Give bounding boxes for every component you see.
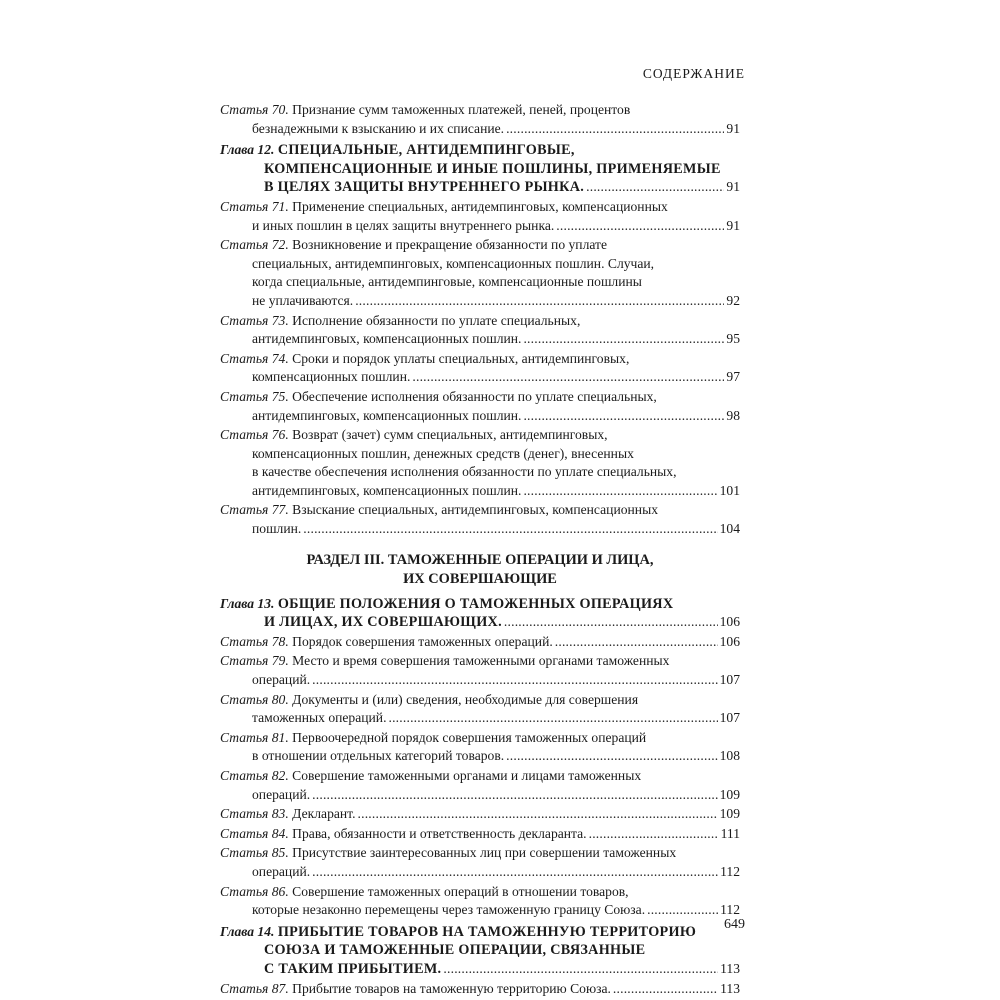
entry-title-text: Возврат (зачет) сумм специальных, антидемпинговых, <box>292 427 608 443</box>
entry-title-text: операций. <box>252 786 311 802</box>
dot-leader <box>443 960 718 979</box>
entry-page-number: 109 <box>719 786 740 802</box>
toc-line <box>220 941 740 960</box>
entry-title-text: не уплачиваются. <box>252 292 354 308</box>
entry-page-number: 113 <box>720 960 740 976</box>
toc-article-entry <box>220 501 740 538</box>
chapter-label: Глава 12. <box>220 142 275 158</box>
dot-leader <box>355 292 724 311</box>
entry-page-number: 95 <box>726 331 740 347</box>
toc-line <box>220 368 740 387</box>
entry-title-text: В ЦЕЛЯХ ЗАЩИТЫ ВНУТРЕННЕГО РЫНКА. <box>264 179 585 196</box>
entry-title-text: антидемпинговых, компенсационных пошлин. <box>252 331 522 347</box>
toc-line <box>220 844 740 863</box>
toc-line <box>220 863 740 882</box>
toc-line <box>220 805 740 824</box>
toc-line <box>220 101 740 120</box>
dot-leader <box>556 217 724 236</box>
entry-page-number: 106 <box>719 614 740 630</box>
entry-page-number: 108 <box>719 748 740 764</box>
dot-leader <box>312 786 717 805</box>
dot-leader <box>523 482 717 501</box>
toc-line <box>220 691 740 710</box>
entry-title-text: СОЮЗА И ТАМОЖЕННЫЕ ОПЕРАЦИИ, СВЯЗАННЫЕ <box>264 942 646 959</box>
chapter-label: Глава 13. <box>220 595 275 611</box>
toc-line <box>220 445 740 464</box>
entry-page-number: 91 <box>726 217 740 233</box>
toc-line <box>220 901 740 920</box>
dot-leader <box>312 863 718 882</box>
entry-title-text: Права, обязанности и ответственность декларанта. <box>292 825 587 841</box>
toc-article-entry <box>220 350 740 387</box>
article-label: Статья 74. <box>220 350 289 366</box>
toc-article-entry <box>220 198 740 235</box>
toc-line <box>220 160 740 179</box>
entry-title-text: компенсационных пошлин. <box>252 369 411 385</box>
toc-line <box>220 407 740 426</box>
toc-line <box>220 255 740 274</box>
article-label: Статья 85. <box>220 845 289 861</box>
entry-title-text: Исполнение обязанности по уплате специальных, <box>292 312 581 328</box>
entry-title-text: компенсационных пошлин, денежных средств (денег), внесенных <box>252 445 634 461</box>
entry-title-text: Признание сумм таможенных платежей, пеней, процентов <box>292 102 631 117</box>
dot-leader <box>506 120 724 139</box>
dot-leader <box>412 368 724 387</box>
entry-title-text: в отношении отдельных категорий товаров. <box>252 748 505 764</box>
entry-title-text: ПРИБЫТИЕ ТОВАРОВ НА ТАМОЖЕННУЮ ТЕРРИТОРИЮ <box>277 923 697 940</box>
entry-page-number: 112 <box>720 902 740 918</box>
section-heading-line-2: ИХ СОВЕРШАЮЩИЕ <box>403 570 557 587</box>
page-number: 649 <box>724 917 745 932</box>
entry-page-number: 113 <box>720 980 740 996</box>
toc-article-entry <box>220 312 740 349</box>
toc-block-1 <box>220 101 740 539</box>
entry-title-text: пошлин. <box>252 521 302 537</box>
entry-page-number: 112 <box>720 863 740 879</box>
toc-article-entry <box>220 767 740 804</box>
toc-line <box>220 671 740 690</box>
entry-title-text: специальных, антидемпинговых, компенсационных пошлин. Случаи, <box>252 255 655 271</box>
article-label: Статья 72. <box>220 237 289 253</box>
article-label: Статья 76. <box>220 427 289 443</box>
entry-title-text: таможенных операций. <box>252 710 387 726</box>
toc-line <box>220 388 740 407</box>
entry-title-text: антидемпинговых, компенсационных пошлин. <box>252 407 522 423</box>
dot-leader <box>358 805 718 824</box>
toc-line <box>220 236 740 255</box>
dot-leader <box>586 178 724 197</box>
toc-article-entry <box>220 844 740 881</box>
dot-leader <box>523 407 724 426</box>
entry-page-number: 98 <box>726 407 740 423</box>
toc-line <box>220 613 740 632</box>
toc-line <box>220 595 740 614</box>
entry-title-text: Присутствие заинтересованных лиц при совершении таможенных <box>292 845 677 861</box>
toc-line <box>220 273 740 292</box>
dot-leader <box>589 825 719 844</box>
article-label: Статья 84. <box>220 825 289 841</box>
entry-page-number: 107 <box>719 672 740 688</box>
entry-title-text: И ЛИЦАХ, ИХ СОВЕРШАЮЩИХ. <box>264 614 502 631</box>
toc-line <box>220 729 740 748</box>
toc-line <box>220 709 740 728</box>
chapter-label: Глава 14. <box>220 923 275 939</box>
entry-title-text: Обеспечение исполнения обязанности по уплате специальных, <box>292 388 657 404</box>
entry-title-text: и иных пошлин в целях защиты внутреннего рынка. <box>252 217 555 233</box>
entry-title-text: безнадежными к взысканию и их списание. <box>252 120 505 136</box>
toc-line <box>220 312 740 331</box>
entry-page-number: 91 <box>726 120 740 136</box>
toc-line <box>220 980 740 999</box>
dot-leader <box>388 709 717 728</box>
toc-block-2 <box>220 595 740 998</box>
article-label: Статья 75. <box>220 388 289 404</box>
toc-article-entry <box>220 652 740 689</box>
entry-title-text: операций. <box>252 863 311 879</box>
dot-leader <box>312 671 717 690</box>
toc-line <box>220 825 740 844</box>
toc-line <box>220 652 740 671</box>
entry-page-number: 104 <box>719 521 740 537</box>
toc-line <box>220 463 740 482</box>
dot-leader <box>303 520 717 539</box>
entry-page-number: 107 <box>719 710 740 726</box>
toc-line <box>220 883 740 902</box>
toc-article-entry <box>220 691 740 728</box>
toc-line <box>220 120 740 139</box>
article-label: Статья 70. <box>220 102 289 117</box>
entry-page-number: 91 <box>726 179 740 195</box>
entry-title-text: которые незаконно перемещены через таможенную границу Союза. <box>252 902 646 918</box>
article-label: Статья 77. <box>220 502 289 518</box>
running-head: СОДЕРЖАНИЕ <box>642 66 745 81</box>
toc-line <box>220 198 740 217</box>
article-label: Статья 80. <box>220 691 289 707</box>
section-heading-line-1: РАЗДЕЛ III. ТАМОЖЕННЫЕ ОПЕРАЦИИ И ЛИЦА, <box>306 551 654 568</box>
article-label: Статья 83. <box>220 806 289 822</box>
article-label: Статья 73. <box>220 312 289 328</box>
article-label: Статья 71. <box>220 198 289 214</box>
dot-leader <box>647 901 718 920</box>
entry-title-text: Место и время совершения таможенными органами таможенных <box>292 653 670 669</box>
entry-page-number: 109 <box>719 806 740 822</box>
article-label: Статья 78. <box>220 633 289 649</box>
article-label: Статья 81. <box>220 729 289 745</box>
toc-line <box>220 633 740 652</box>
entry-page-number: 92 <box>726 292 740 308</box>
entry-title-text: СПЕЦИАЛЬНЫЕ, АНТИДЕМПИНГОВЫЕ, <box>277 142 575 159</box>
toc-chapter-entry <box>220 141 740 197</box>
dot-leader <box>523 330 724 349</box>
toc-line <box>220 960 740 979</box>
entry-title-text: ОБЩИЕ ПОЛОЖЕНИЯ О ТАМОЖЕННЫХ ОПЕРАЦИЯХ <box>277 595 674 612</box>
toc-line <box>220 520 740 539</box>
toc-line <box>220 501 740 520</box>
toc-line <box>220 350 740 369</box>
toc-article-entry <box>220 426 740 500</box>
toc-article-entry <box>220 236 740 310</box>
article-label: Статья 82. <box>220 768 289 783</box>
article-label: Статья 86. <box>220 883 289 899</box>
dot-leader <box>504 613 718 632</box>
entry-title-text: КОМПЕНСАЦИОННЫЕ И ИНЫЕ ПОШЛИНЫ, ПРИМЕНЯЕМЫЕ <box>264 160 721 177</box>
toc-line <box>220 923 740 942</box>
entry-title-text: антидемпинговых, компенсационных пошлин. <box>252 482 522 498</box>
toc-article-entry <box>220 729 740 766</box>
dot-leader <box>506 747 717 766</box>
entry-page-number: 101 <box>719 482 740 498</box>
entry-title-text: в качестве обеспечения исполнения обязанности по уплате специальных, <box>252 464 677 480</box>
toc-article-entry <box>220 101 740 138</box>
toc-article-entry <box>220 980 740 999</box>
toc-article-entry <box>220 805 740 824</box>
article-label: Статья 79. <box>220 653 289 669</box>
toc-line <box>220 141 740 160</box>
toc-line <box>220 767 740 786</box>
toc-article-entry <box>220 883 740 920</box>
entry-title-text: Порядок совершения таможенных операций. <box>292 633 553 649</box>
toc-line <box>220 292 740 311</box>
toc-line <box>220 426 740 445</box>
section-heading <box>220 551 740 589</box>
toc-line <box>220 217 740 236</box>
entry-title-text: Документы и (или) сведения, необходимые для совершения <box>292 691 639 707</box>
toc-line <box>220 786 740 805</box>
entry-title-text: Прибытие товаров на таможенную территорию Союза. <box>292 980 611 996</box>
entry-title-text: Взыскание специальных, антидемпинговых, компенсационных <box>292 502 658 518</box>
toc-line <box>220 747 740 766</box>
entry-title-text: С ТАКИМ ПРИБЫТИЕМ. <box>264 960 442 977</box>
entry-title-text: когда специальные, антидемпинговые, компенсационные пошлины <box>252 274 642 290</box>
article-label: Статья 87. <box>220 980 289 996</box>
entry-title-text: Сроки и порядок уплаты специальных, антидемпинговых, <box>292 350 630 366</box>
toc-line <box>220 178 740 197</box>
toc-article-entry <box>220 825 740 844</box>
toc-line <box>220 330 740 349</box>
table-of-contents <box>220 101 740 999</box>
toc-line <box>220 482 740 501</box>
entry-title-text: Первоочередной порядок совершения таможенных операций <box>292 729 647 745</box>
entry-title-text: Возникновение и прекращение обязанности по уплате <box>292 237 608 253</box>
entry-title-text: Совершение таможенных операций в отношении товаров, <box>292 883 629 899</box>
entry-page-number: 111 <box>720 825 740 841</box>
entry-title-text: операций. <box>252 672 311 688</box>
entry-title-text: Совершение таможенными органами и лицами таможенных <box>292 768 642 783</box>
toc-chapter-entry <box>220 923 740 979</box>
entry-title-text: Декларант. <box>292 806 356 822</box>
dot-leader <box>555 633 718 652</box>
entry-page-number: 106 <box>719 633 740 649</box>
toc-article-entry <box>220 633 740 652</box>
toc-chapter-entry <box>220 595 740 632</box>
toc-article-entry <box>220 388 740 425</box>
entry-title-text: Применение специальных, антидемпинговых, компенсационных <box>292 198 668 214</box>
entry-page-number: 97 <box>726 369 740 385</box>
dot-leader <box>613 980 718 999</box>
